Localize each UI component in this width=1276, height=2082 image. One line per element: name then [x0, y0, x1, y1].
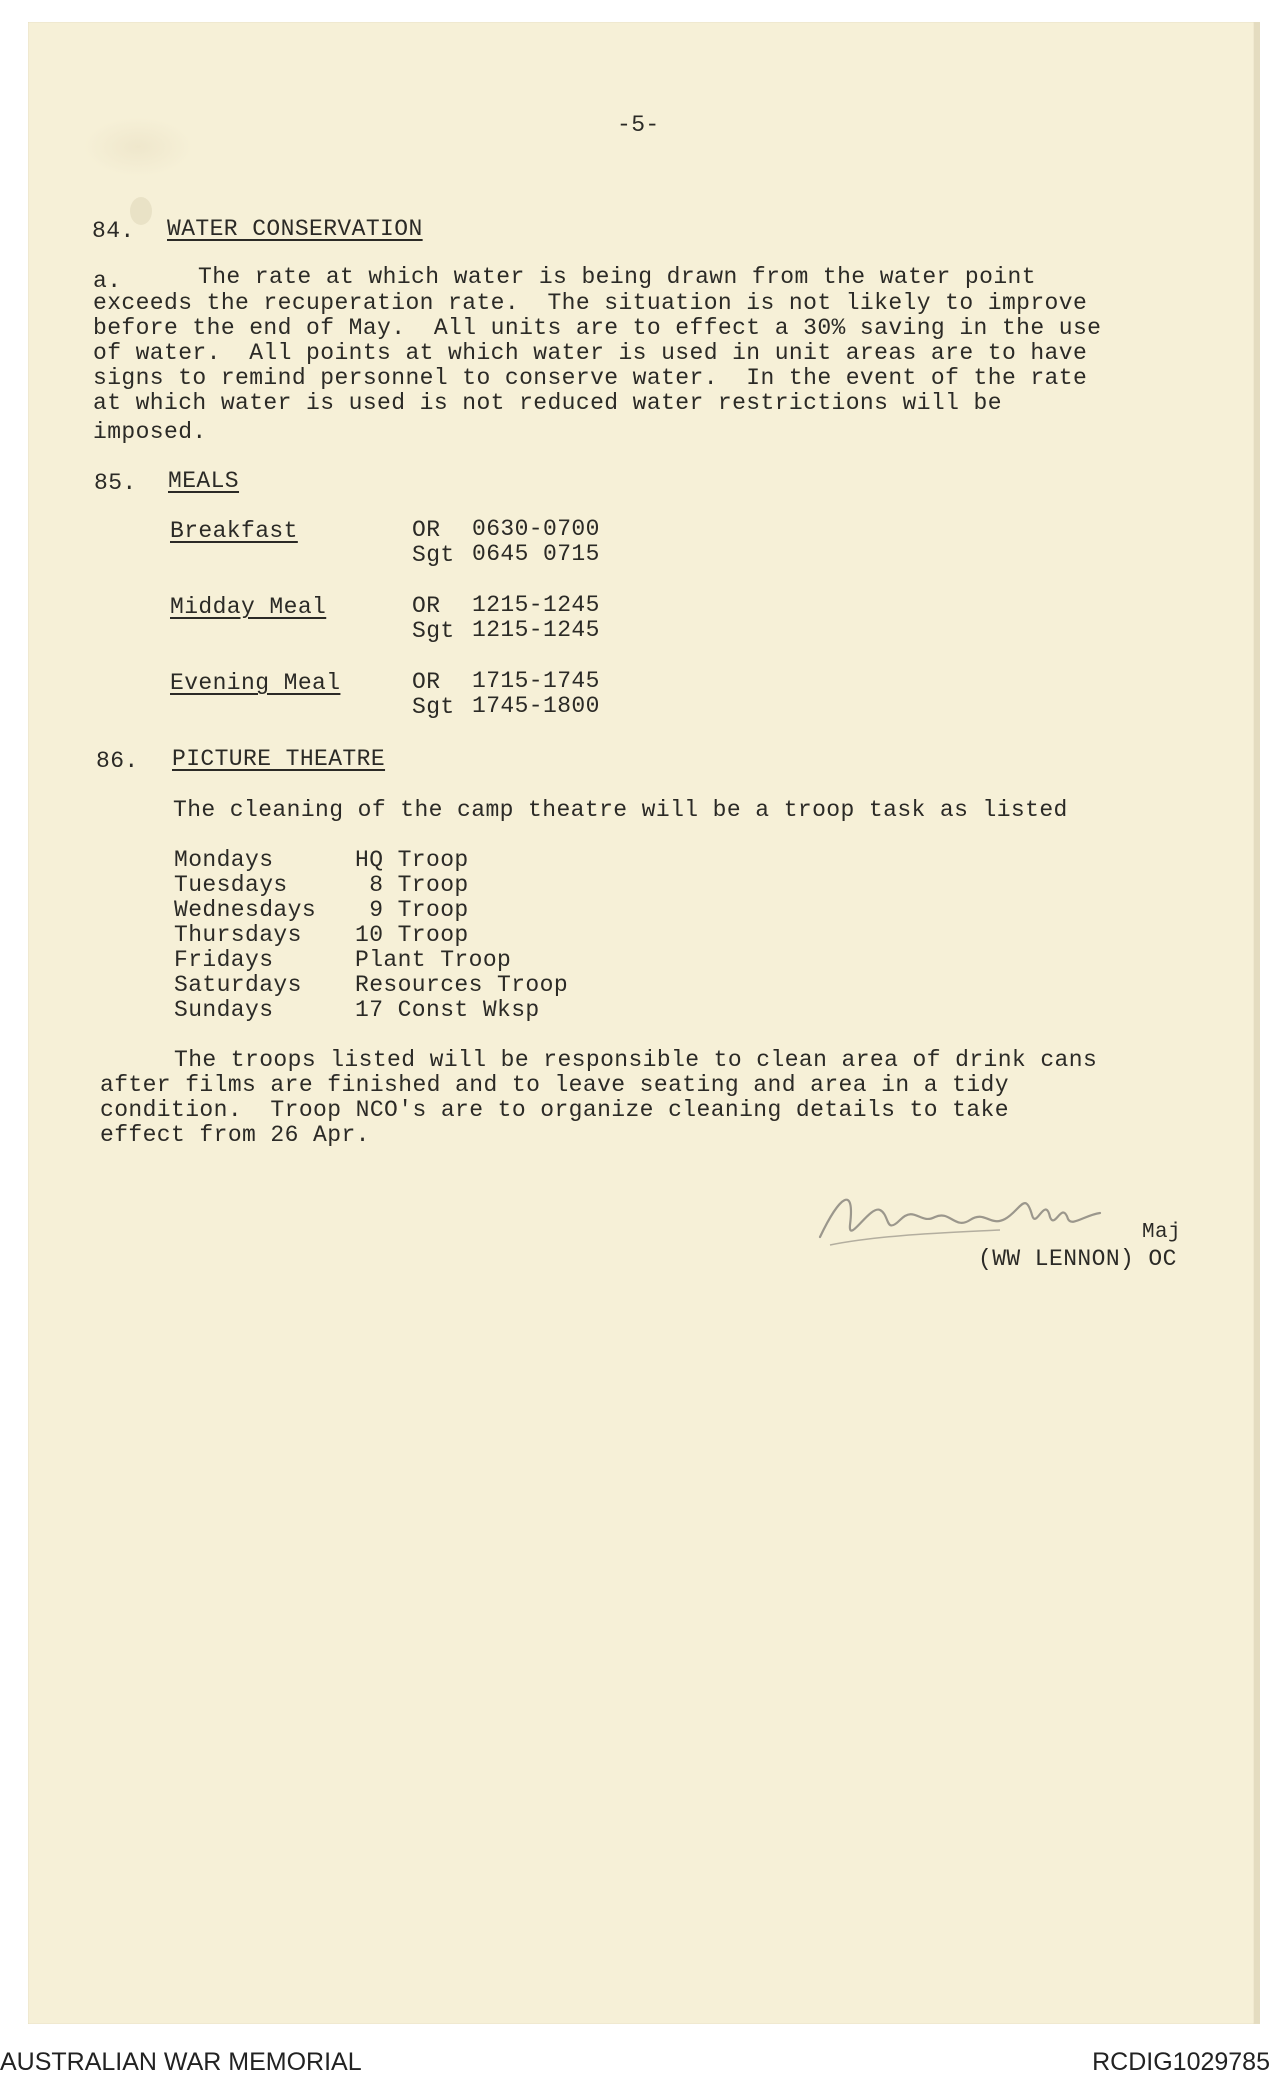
roster-day: Wednesdays [174, 897, 317, 923]
section-85-number: 85. [94, 470, 137, 496]
water-line-3: before the end of May. All units are to effect a 30% saving in the use [93, 315, 1102, 341]
theatre-intro: The cleaning of the camp theatre will be a troop task as listed [173, 797, 1068, 823]
meal-name: Midday Meal [170, 594, 327, 620]
closing-line-3: condition. Troop NCO's are to organize cleaning details to take [100, 1097, 1009, 1123]
roster-troop: 10 Troop [355, 922, 469, 948]
meal-sgt-time: 1215-1245 [472, 617, 600, 643]
roster-troop: 8 Troop [355, 872, 469, 898]
handwritten-signature [800, 1175, 1160, 1255]
section-84-para-label: a. [93, 268, 122, 294]
roster-troop: Resources Troop [355, 972, 569, 998]
closing-line-1: The troops listed will be responsible to clean area of drink cans [174, 1047, 1098, 1073]
section-85-heading: MEALS [168, 468, 240, 494]
meal-or-time: 1715-1745 [472, 668, 600, 694]
roster-day: Tuesdays [174, 872, 288, 898]
footer-record-id: RCDIG1029785 [1092, 2048, 1270, 2076]
water-line-4: of water. All points at which water is used in unit areas are to have [93, 340, 1088, 366]
section-86-number: 86. [96, 748, 139, 774]
roster-day: Thursdays [174, 922, 302, 948]
meal-sgt-label: Sgt [412, 542, 455, 568]
signature-name: (WW LENNON) OC [978, 1246, 1177, 1272]
meal-or-label: OR [412, 593, 441, 619]
water-line-7: imposed. [93, 419, 207, 445]
roster-day: Fridays [174, 947, 274, 973]
meal-or-time: 0630-0700 [472, 516, 600, 542]
roster-troop: 9 Troop [355, 897, 469, 923]
water-line-1: The rate at which water is being drawn from the water point [198, 264, 1036, 290]
footer-institution: AUSTRALIAN WAR MEMORIAL [0, 2048, 362, 2076]
meal-name: Evening Meal [170, 670, 341, 696]
meal-sgt-label: Sgt [412, 618, 455, 644]
closing-line-4: effect from 26 Apr. [100, 1122, 370, 1148]
section-84-heading: WATER CONSERVATION [167, 216, 423, 242]
section-86-heading: PICTURE THEATRE [172, 746, 386, 772]
roster-troop: Plant Troop [355, 947, 512, 973]
closing-line-2: after films are finished and to leave seating and area in a tidy [100, 1072, 1009, 1098]
page-number: -5- [617, 112, 660, 138]
section-84-number: 84. [92, 218, 135, 244]
paper-stain [83, 117, 193, 177]
meal-or-time: 1215-1245 [472, 592, 600, 618]
roster-day: Mondays [174, 847, 274, 873]
meal-sgt-label: Sgt [412, 694, 455, 720]
meal-sgt-time: 0645 0715 [472, 541, 600, 567]
meal-or-label: OR [412, 669, 441, 695]
meal-name: Breakfast [170, 518, 298, 544]
signature-rank: Maj [1142, 1221, 1182, 1244]
roster-day: Saturdays [174, 972, 302, 998]
roster-troop: 17 Const Wksp [355, 997, 540, 1023]
roster-day: Sundays [174, 997, 274, 1023]
meal-or-label: OR [412, 517, 441, 543]
water-line-5: signs to remind personnel to conserve water. In the event of the rate [93, 365, 1088, 391]
water-line-6: at which water is used is not reduced water restrictions will be [93, 390, 1002, 416]
water-line-2: exceeds the recuperation rate. The situation is not likely to improve [93, 290, 1088, 316]
roster-troop: HQ Troop [355, 847, 469, 873]
meal-sgt-time: 1745-1800 [472, 693, 600, 719]
